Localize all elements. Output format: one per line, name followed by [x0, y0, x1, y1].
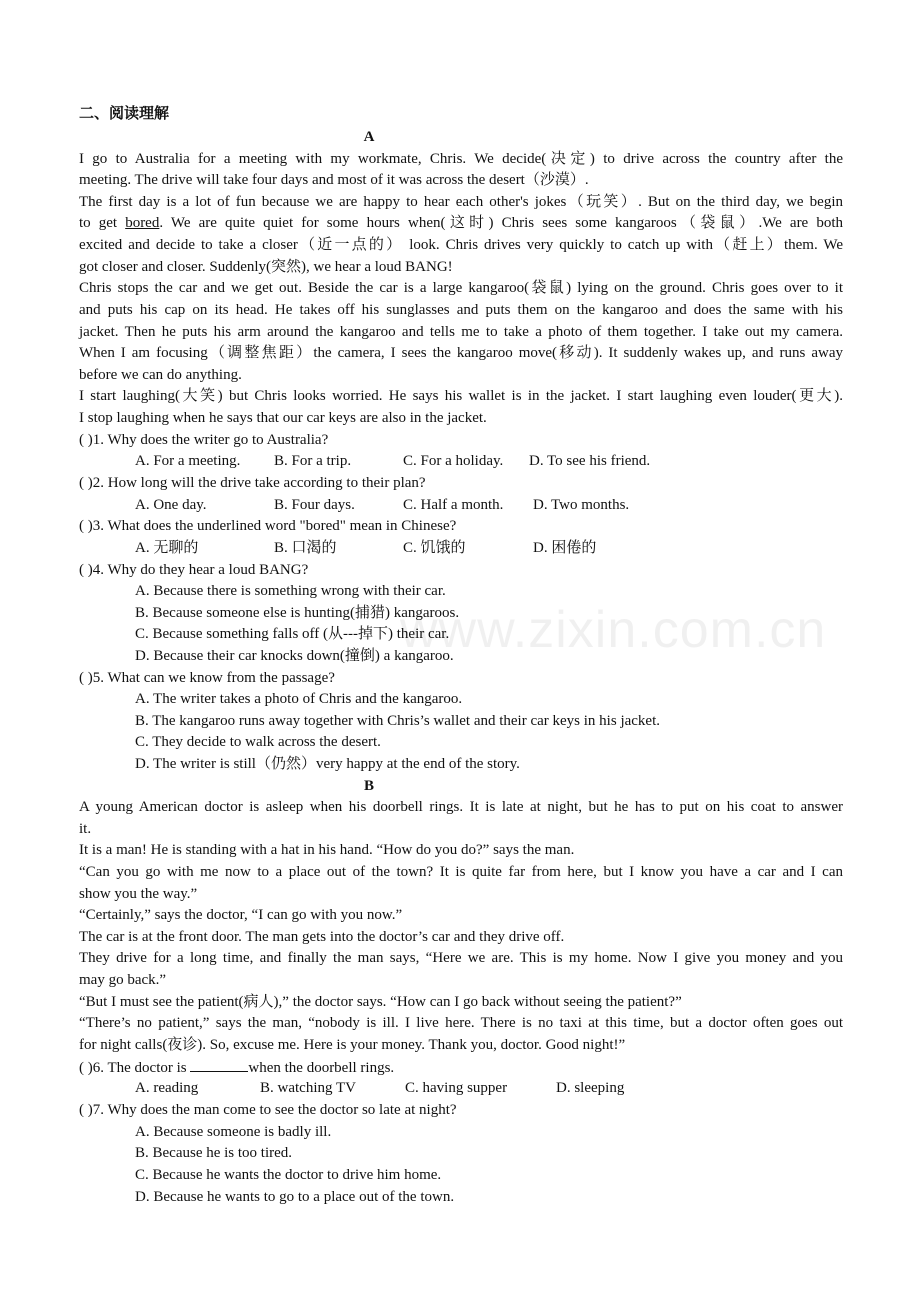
option: C. having supper: [405, 1080, 508, 1096]
option: B. For a trip.: [274, 453, 352, 469]
option: C. Half a month.: [403, 497, 504, 513]
option: D. Because he wants to go to a place out of the town.: [135, 1189, 455, 1205]
option: D. 困倦的: [533, 540, 597, 556]
option: D. To see his friend.: [529, 453, 651, 469]
question-options-row: [79, 1078, 843, 1100]
passage-a-line: The first day is a lot of fun because we are happy to hear each other's jokes（玩笑）. But on the third day, we begin: [79, 194, 843, 210]
option: B. watching TV: [260, 1080, 356, 1096]
passage-b-line: A young American doctor is asleep when his doorbell rings. It is late at night, but he has to put on his coat to answer: [79, 799, 843, 815]
passage-a-line: Chris stops the car and we get out. Beside the car is a large kangaroo(袋鼠) lying on the ground. Chris goes over to it: [79, 280, 843, 296]
option: B. Because someone else is hunting(捕猎) kangaroos.: [135, 605, 460, 621]
question-stem: ( )3. What does the underlined word "bored" mean in Chinese?: [79, 518, 457, 534]
passage-a-line: before we can do anything.: [79, 367, 242, 383]
passage-a-line: I stop laughing when he says that our car keys are also in the jacket.: [79, 410, 487, 426]
option: D. Because their car knocks down(撞倒) a kangaroo.: [135, 648, 454, 664]
passage-a-line: excited and decide to take a closer（近一点的） look. Chris drives very quickly to catch up with（赶上）them. We: [79, 237, 843, 253]
passage-a-line: and puts his cap on its head. He takes off his sunglasses and puts them on the kangaroo and does the same with his: [79, 302, 843, 318]
option: A. reading: [135, 1080, 199, 1096]
passage-a-line: I go to Australia for a meeting with my workmate, Chris. We decide(决定) to drive across the country after the: [79, 151, 843, 167]
question-options-row: [79, 538, 843, 560]
passage-a-label: A: [363, 129, 375, 145]
question-options-row: [79, 451, 843, 473]
passage-a-line: I start laughing(大笑) but Chris looks worried. He says his wallet is in the jacket. I start laughing even louder(更大).: [79, 388, 843, 404]
passage-b-line: it.: [79, 821, 92, 837]
option: A. Because someone is badly ill.: [135, 1124, 332, 1140]
question-stem: ( )5. What can we know from the passage?: [79, 670, 335, 686]
line-rest: . We are quite quiet for some hours when(这时) Chris sees some kangaroos（袋鼠）.We are both: [159, 215, 843, 231]
option: C. They decide to walk across the desert.: [135, 734, 381, 750]
option: A. Because there is something wrong with their car.: [135, 583, 446, 599]
answer-blank: [190, 1057, 248, 1072]
passage-b-line: “There’s no patient,” says the man, “nobody is ill. I live here. There is no taxi at this time, but a doctor often goes out: [79, 1015, 843, 1031]
line-prefix: to get: [79, 215, 126, 231]
option: B. Four days.: [274, 497, 355, 513]
passage-b-line: It is a man! He is standing with a hat in his hand. “How do you do?” says the man.: [79, 842, 575, 858]
passage-b-line: “Certainly,” says the doctor, “I can go with you now.”: [79, 907, 403, 923]
option: A. 无聊的: [135, 540, 199, 556]
option: C. 饥饿的: [403, 540, 466, 556]
option: B. 口渴的: [274, 540, 337, 556]
watermark: www.zixin.com.cn: [400, 601, 827, 659]
passage-b-label: B: [363, 778, 374, 794]
stem-prefix: ( )6. The doctor is: [79, 1060, 191, 1076]
section-heading: 二、阅读理解: [79, 104, 170, 122]
passage-b-line: for night calls(夜诊). So, excuse me. Here is your money. Thank you, doctor. Good night!”: [79, 1037, 626, 1053]
passage-a-line: got closer and closer. Suddenly(突然), we hear a loud BANG!: [79, 259, 453, 275]
passage-b-line: “But I must see the patient(病人),” the doctor says. “How can I go back without seeing the patient?”: [79, 994, 682, 1010]
question-stem: ( )4. Why do they hear a loud BANG?: [79, 562, 309, 578]
stem-suffix: when the doorbell rings.: [248, 1060, 395, 1076]
passage-a-line: meeting. The drive will take four days and most of it was across the desert（沙漠）.: [79, 172, 589, 188]
option: C. Because he wants the doctor to drive him home.: [135, 1167, 442, 1183]
option: B. The kangaroo runs away together with Chris’s wallet and their car keys in his jacket.: [135, 713, 660, 729]
question-stem: [79, 1057, 843, 1079]
passage-b-line: show you the way.”: [79, 886, 198, 902]
question-options-row: [79, 495, 843, 517]
option: A. For a meeting.: [135, 453, 241, 469]
option: C. For a holiday.: [403, 453, 504, 469]
question-stem: ( )7. Why does the man come to see the doctor so late at night?: [79, 1102, 457, 1118]
passage-b-line: may go back.”: [79, 972, 167, 988]
underlined-word: bored: [125, 215, 160, 231]
passage-b-line: They drive for a long time, and finally the man says, “Here we are. This is my home. Now I give you money and you: [79, 950, 843, 966]
passage-a-line: jacket. Then he puts his arm around the kangaroo and tells me to take a photo of them together. I take out my camera.: [79, 324, 843, 340]
option: C. Because something falls off (从---掉下) their car.: [135, 626, 450, 642]
option: D. Two months.: [533, 497, 630, 513]
option: D. The writer is still（仍然）very happy at the end of the story.: [135, 756, 520, 772]
question-stem: ( )2. How long will the drive take according to their plan?: [79, 475, 426, 491]
passage-b-line: “Can you go with me now to a place out of the town? It is quite far from here, but I know you have a car and I can: [79, 864, 843, 880]
option: B. Because he is too tired.: [135, 1145, 293, 1161]
passage-a-line: [79, 213, 843, 235]
option: A. The writer takes a photo of Chris and the kangaroo.: [135, 691, 463, 707]
passage-a-line: When I am focusing（调整焦距）the camera, I sees the kangaroo move(移动). It suddenly wakes up, and runs away: [79, 345, 843, 361]
question-stem: ( )1. Why does the writer go to Australia?: [79, 432, 329, 448]
option: D. sleeping: [556, 1080, 625, 1096]
option: A. One day.: [135, 497, 207, 513]
passage-b-line: The car is at the front door. The man gets into the doctor’s car and they drive off.: [79, 929, 565, 945]
